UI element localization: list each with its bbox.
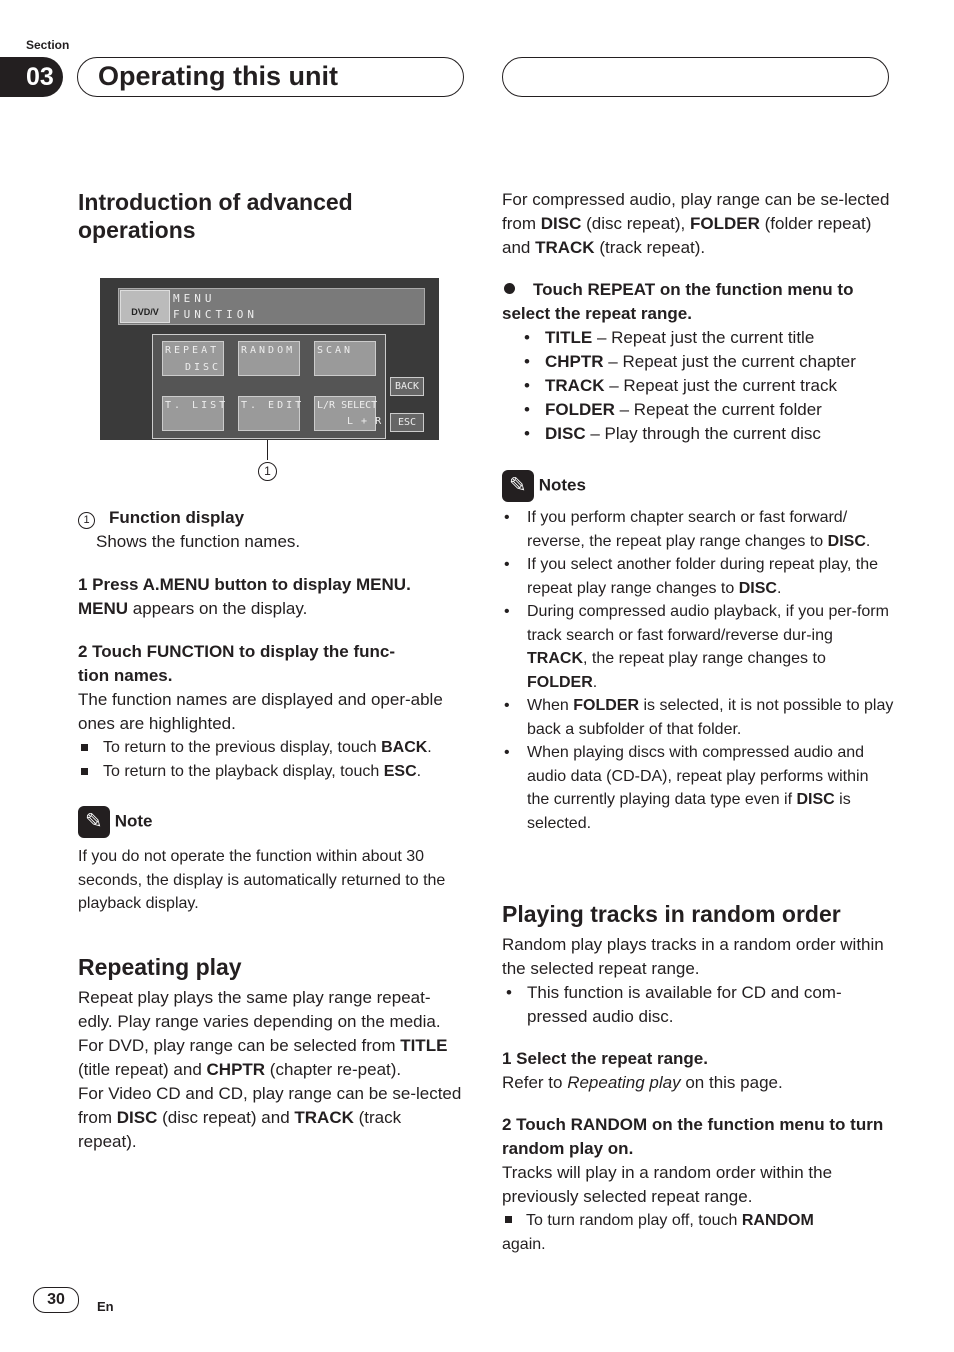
repeat-option-item: • CHPTR – Repeat just the current chapter xyxy=(524,352,856,371)
screen-menu-label: MENU xyxy=(173,292,216,305)
language-label: En xyxy=(97,1299,114,1314)
function-display-marker: 1 xyxy=(78,512,95,529)
random-p1: Random play plays tracks in a random order within the selected repeat range. xyxy=(502,935,884,978)
note-icon xyxy=(78,806,110,838)
repeat-option-item: • DISC – Play through the current disc xyxy=(524,424,821,443)
notes-label: Notes xyxy=(538,475,586,495)
repeat-p3: For Video CD and CD, play range can be se-lected from DISC (disc repeat) and TRACK (track repeat). xyxy=(78,1084,462,1151)
tip-back: To return to the previous display, touch BACK. xyxy=(78,736,468,760)
random-step2-title: 2 Touch RANDOM on the function menu to turn random play on. xyxy=(502,1115,884,1158)
function-display-desc: Shows the function names. xyxy=(96,532,301,551)
back-button[interactable]: BACK xyxy=(390,377,424,396)
section-label: Section xyxy=(26,38,70,52)
note-item: • If you perform chapter search or fast forward/ reverse, the repeat play range changes to DISC. xyxy=(504,509,871,550)
page-title: Operating this unit xyxy=(98,61,338,91)
random-tip: To turn random play off, touch RANDOM again. xyxy=(502,1212,814,1253)
random-step1-title: 1 Select the repeat range. xyxy=(502,1049,708,1068)
step2-title-b: tion names. xyxy=(78,666,173,685)
compressed-audio-text: For compressed audio, play range can be se-lected from DISC (disc repeat), FOLDER (folder repeat) and TRACK (track repeat). xyxy=(502,190,890,257)
repeat-option-item: • FOLDER – Repeat the current folder xyxy=(524,400,822,419)
repeating-play-heading: Repeating play xyxy=(78,954,242,980)
repeat-p1: Repeat play plays the same play range repeat-edly. Play range varies depending on the media. xyxy=(78,988,441,1031)
step1-title: 1 Press A.MENU button to display MENU. xyxy=(78,575,411,594)
lr-select-button[interactable]: L/R SELECT L + R xyxy=(314,396,376,431)
dvd-logo: DVD/V xyxy=(120,290,170,323)
note-label: Note xyxy=(114,811,153,831)
note-item: • When playing discs with compressed audio and audio data (CD-DA), repeat play performs within the currently playing data type even if DISC is selected. xyxy=(504,744,869,832)
step1-body: MENU appears on the display. xyxy=(78,599,308,618)
callout-marker: 1 xyxy=(258,462,277,481)
note-item: • During compressed audio playback, if you per-form track search or fast forward/reverse dur-ing TRACK, the repeat play range changes to FOLDER. xyxy=(504,603,889,691)
section-number-tab: 03 xyxy=(0,57,63,97)
function-display-screen xyxy=(100,278,439,440)
page-number: 30 xyxy=(33,1287,79,1313)
note-item: • When FOLDER is selected, it is not possible to play back a subfolder of that folder. xyxy=(504,697,894,738)
step2-title-a: 2 Touch FUNCTION to display the func- xyxy=(78,642,396,661)
tip-esc: To return to the playback display, touch ESC. xyxy=(78,760,468,784)
repeat-button[interactable]: REPEAT DISC xyxy=(162,341,224,376)
random-heading: Playing tracks in random order xyxy=(502,901,841,927)
random-step1-body: Refer to Repeating play on this page. xyxy=(502,1073,783,1092)
esc-button[interactable]: ESC xyxy=(390,413,424,432)
function-display-title: Function display xyxy=(109,508,245,527)
notes-list xyxy=(502,506,894,835)
repeat-options-list xyxy=(520,326,892,446)
repeat-option-item: • TITLE – Repeat just the current title xyxy=(524,328,815,347)
notes-icon xyxy=(502,470,534,502)
callout-line xyxy=(267,440,268,460)
touch-repeat-step: Touch REPEAT on the function menu to select the repeat range. xyxy=(502,280,854,323)
random-bullet: • This function is available for CD and com-pressed audio disc. xyxy=(506,983,842,1026)
step2-body: The function names are displayed and oper-able ones are highlighted. xyxy=(78,690,443,733)
scan-button[interactable]: SCAN xyxy=(314,341,376,376)
note-text: If you do not operate the function within about 30 seconds, the display is automatically returned to the playback display. xyxy=(78,848,446,912)
header-blank-frame xyxy=(502,57,889,97)
note-item: • If you select another folder during repeat play, the repeat play range changes to DISC. xyxy=(504,556,879,597)
intro-heading: Introduction of advanced operations xyxy=(78,189,353,243)
repeat-option-item: • TRACK – Repeat just the current track xyxy=(524,376,837,395)
t-list-button[interactable]: T. LIST xyxy=(162,396,224,431)
t-edit-button[interactable]: T. EDIT xyxy=(238,396,300,431)
random-step2-body: Tracks will play in a random order within the previously selected repeat range. xyxy=(502,1163,833,1206)
repeat-p2: For DVD, play range can be selected from TITLE (title repeat) and CHPTR (chapter re-peat). xyxy=(78,1036,448,1079)
screen-function-label: FUNCTION xyxy=(173,308,258,321)
random-button[interactable]: RANDOM xyxy=(238,341,300,376)
